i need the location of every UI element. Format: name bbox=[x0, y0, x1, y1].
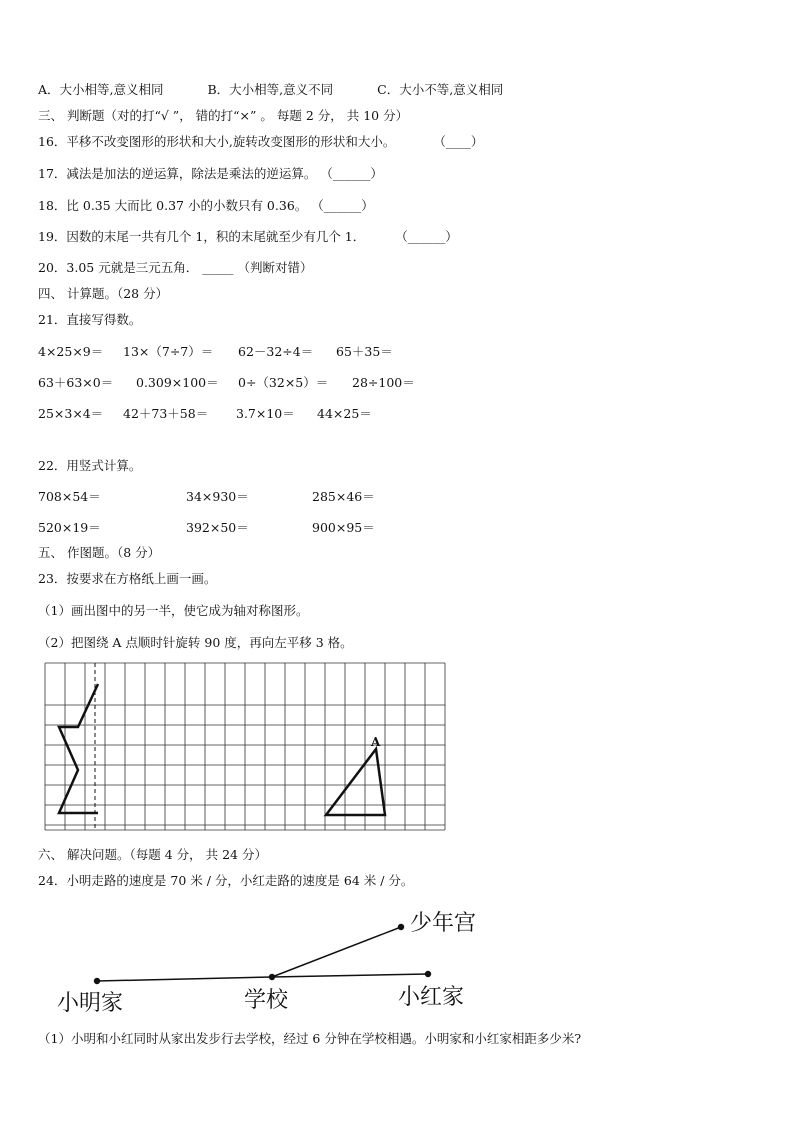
question-21-title: 21．直接写得数。 bbox=[38, 312, 142, 327]
question-20-blank[interactable]: _____ bbox=[202, 260, 234, 275]
question-17-text: 17．减法是加法的逆运算，除法是乘法的逆运算。 bbox=[38, 166, 317, 181]
expr-21-1-4: 65＋35＝ bbox=[336, 344, 393, 359]
section-4-title: 四、 计算题。（28 分） bbox=[38, 286, 169, 301]
section-5-title: 五、 作图题。（8 分） bbox=[38, 545, 161, 560]
label-school: 学校 bbox=[244, 988, 289, 1013]
question-19-blank[interactable]: （______） bbox=[395, 229, 458, 244]
choice-b: B．大小相等,意义不同 bbox=[207, 82, 334, 97]
expr-21-3-2: 42＋73＋58＝ bbox=[123, 406, 209, 421]
point-palace bbox=[398, 924, 404, 930]
question-24-title: 24．小明走路的速度是 70 米 / 分，小红走路的速度是 64 米 / 分。 bbox=[38, 873, 414, 888]
question-17-blank[interactable]: （______） bbox=[320, 166, 383, 181]
expr-21-2-2: 0.309×100＝ bbox=[136, 375, 219, 390]
question-19-text: 19．因数的末尾一共有几个 1，积的末尾就至少有几个 1． bbox=[38, 229, 366, 244]
question-20-suffix: （判断对错） bbox=[237, 260, 313, 275]
point-school bbox=[269, 974, 275, 980]
question-16-text: 16．平移不改变图形的形状和大小,旋转改变图形的形状和大小。 bbox=[38, 134, 396, 149]
section-6-title: 六、 解决问题。（每题 4 分， 共 24 分） bbox=[38, 847, 267, 862]
choice-c: C．大小不等,意义相同 bbox=[377, 82, 504, 97]
expr-22-1-3: 285×46＝ bbox=[312, 489, 375, 504]
question-22-title: 22．用竖式计算。 bbox=[38, 458, 142, 473]
expr-21-2-1: 63＋63×0＝ bbox=[38, 375, 114, 390]
question-23-sub1: （1）画出图中的另一半，使它成为轴对称图形。 bbox=[38, 603, 309, 618]
expr-21-2-3: 0÷（32×5）＝ bbox=[238, 375, 329, 390]
point-xiaoming bbox=[94, 978, 100, 984]
road-school-palace bbox=[272, 927, 401, 977]
expr-21-2-4: 28÷100＝ bbox=[352, 375, 415, 390]
expr-21-1-2: 13×（7÷7）＝ bbox=[123, 344, 214, 359]
expr-22-1-1: 708×54＝ bbox=[38, 489, 101, 504]
expr-21-1-1: 4×25×9＝ bbox=[38, 344, 104, 359]
question-18-blank[interactable]: （______） bbox=[311, 198, 374, 213]
road-xiaoming-school bbox=[97, 977, 272, 981]
question-23-title: 23．按要求在方格纸上画一画。 bbox=[38, 571, 217, 586]
expr-21-3-1: 25×3×4＝ bbox=[38, 406, 104, 421]
question-16-blank[interactable]: （____） bbox=[433, 134, 484, 149]
expr-21-3-4: 44×25＝ bbox=[317, 406, 372, 421]
question-20-text: 20．3.05 元就是三元五角． bbox=[38, 260, 199, 275]
label-palace: 少年宫 bbox=[410, 911, 477, 936]
question-23-sub2: （2）把图绕 A 点顺时针旋转 90 度，再向左平移 3 格。 bbox=[38, 635, 353, 650]
expr-22-2-3: 900×95＝ bbox=[312, 520, 375, 535]
point-xiaohong bbox=[425, 971, 431, 977]
question-18-text: 18．比 0.35 大而比 0.37 小的小数只有 0.36。 bbox=[38, 198, 308, 213]
road-school-xiaohong bbox=[272, 974, 428, 977]
question-24-sub1: （1）小明和小红同时从家出发步行去学校，经过 6 分钟在学校相遇。小明家和小红家相距多少米? bbox=[38, 1031, 582, 1046]
label-xiaoming: 小明家 bbox=[57, 991, 124, 1016]
expr-22-2-1: 520×19＝ bbox=[38, 520, 101, 535]
expr-21-3-3: 3.7×10＝ bbox=[236, 406, 295, 421]
expr-21-1-3: 62－32÷4＝ bbox=[238, 344, 314, 359]
label-xiaohong: 小红家 bbox=[398, 985, 465, 1010]
expr-22-2-2: 392×50＝ bbox=[186, 520, 249, 535]
grid-paper bbox=[45, 663, 445, 830]
choice-a: A．大小相等,意义相同 bbox=[38, 82, 164, 97]
point-a-label: A bbox=[371, 735, 381, 749]
expr-22-1-2: 34×930＝ bbox=[186, 489, 249, 504]
section-3-title: 三、 判断题（对的打“√ ”， 错的打“×” 。 每题 2 分， 共 10 分） bbox=[38, 108, 409, 123]
